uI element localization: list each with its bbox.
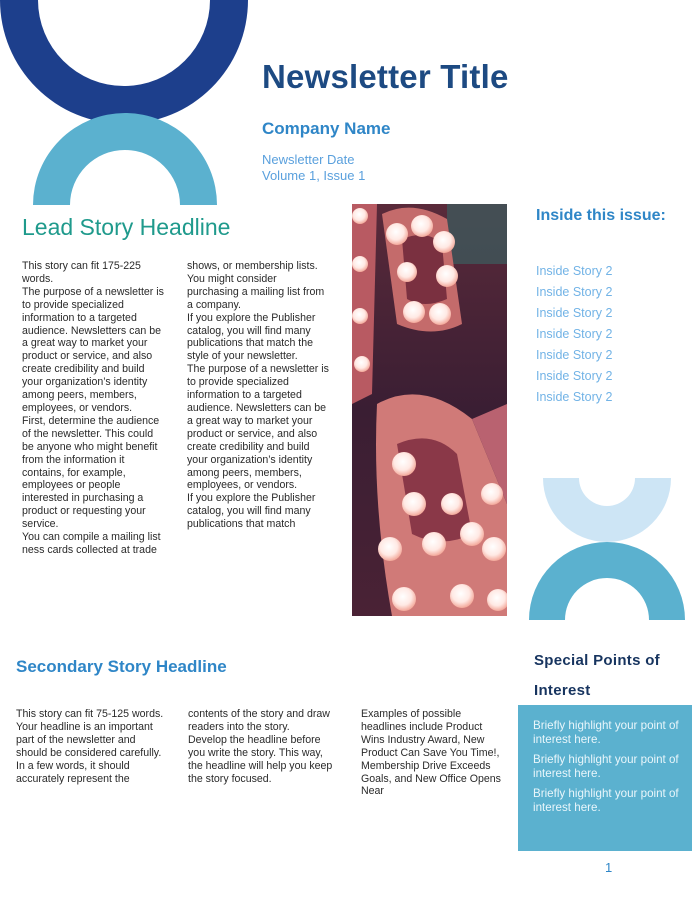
inside-story-link[interactable]: Inside Story 2 — [536, 348, 613, 362]
secondary-paragraph: Your headline is an important part of the newsletter and should be considered carefully. In a few words, it should accurately represent the — [16, 720, 162, 785]
lead-story-headline: Lead Story Headline — [22, 214, 231, 240]
lead-paragraph: You can compile a mailing list ness cards collected at trade — [22, 531, 161, 556]
lead-paragraph: If you explore the Publisher catalog, you will find many publications that match the style of your newsletter. — [187, 311, 316, 363]
newsletter-date: Newsletter Date — [262, 152, 355, 167]
secondary-paragraph: This story can fit 75-125 words. — [16, 708, 164, 720]
inside-story-link[interactable]: Inside Story 2 — [536, 369, 613, 383]
light-blue-arch — [33, 113, 217, 205]
lead-paragraph: If you explore the Publisher catalog, you will find many publications that match — [187, 492, 316, 531]
secondary-paragraph: Develop the headline before you write the story. This way, the headline will help you keep the story focused. — [188, 733, 333, 785]
secondary-story-column-3 — [361, 708, 506, 804]
secondary-story-column-2 — [188, 708, 338, 804]
special-points-box — [518, 705, 692, 851]
special-point: Briefly highlight your point of interest here. — [533, 787, 679, 814]
newsletter-title: Newsletter Title — [262, 58, 509, 95]
inside-story-link[interactable]: Inside Story 2 — [536, 306, 613, 320]
special-points-heading: Special Points of Interest — [534, 652, 660, 699]
light-blue-arch — [529, 542, 685, 620]
marquee-lights-photo — [352, 204, 507, 616]
lead-story-column-1 — [22, 260, 164, 610]
special-point: Briefly highlight your point of interest here. — [533, 753, 679, 780]
inside-story-link[interactable]: Inside Story 2 — [536, 390, 613, 404]
inside-issue-list — [536, 263, 612, 410]
inside-story-link[interactable]: Inside Story 2 — [536, 327, 613, 341]
secondary-story-headline: Secondary Story Headline — [16, 657, 227, 676]
secondary-paragraph: Examples of possible headlines include Product Wins Industry Award, New Product Can Save You Time!, Membership Drive Exceeds Goals, and New Office Opens Near — [361, 708, 501, 798]
lead-paragraph: The purpose of a newsletter is to provide specialized information to a targeted audience. Newsletters can be a great way to market your product or service, and also create credibility and build your organization’s identity among peers, members, employees, or vendors. — [22, 285, 164, 414]
inside-story-link[interactable]: Inside Story 2 — [536, 264, 613, 278]
page-number: 1 — [605, 860, 613, 875]
inside-story-link[interactable]: Inside Story 2 — [536, 285, 613, 299]
volume-issue: Volume 1, Issue 1 — [262, 168, 366, 183]
right-decoration — [525, 476, 693, 622]
inside-issue-heading: Inside this issue: — [536, 207, 666, 224]
lead-paragraph: shows, or membership lists. You might consider purchasing a mailing list from a company. — [187, 260, 325, 311]
secondary-story-column-1 — [16, 708, 164, 804]
lead-paragraph: First, determine the audience of the newsletter. This could be anyone who might benefit from the information it contains, for example, employees or people interested in purchasing a product or requesting your service. — [22, 414, 160, 531]
lead-paragraph: The purpose of a newsletter is to provide specialized information to a targeted audience. Newsletters can be a great way to market your product or service, and also create credibility and build your organization’s identity among peers, members, employees, or vendors. — [187, 363, 329, 492]
pale-blue-arc — [543, 478, 671, 542]
lead-story-column-2 — [187, 260, 329, 616]
special-point: Briefly highlight your point of interest here. — [533, 719, 679, 746]
dark-blue-arc — [0, 0, 248, 124]
issue-meta — [262, 152, 365, 184]
lead-paragraph: This story can fit 175-225 words. — [22, 260, 141, 285]
company-name: Company Name — [262, 119, 391, 138]
secondary-paragraph: contents of the story and draw readers into the story. — [188, 708, 330, 733]
top-left-decoration — [0, 0, 250, 210]
